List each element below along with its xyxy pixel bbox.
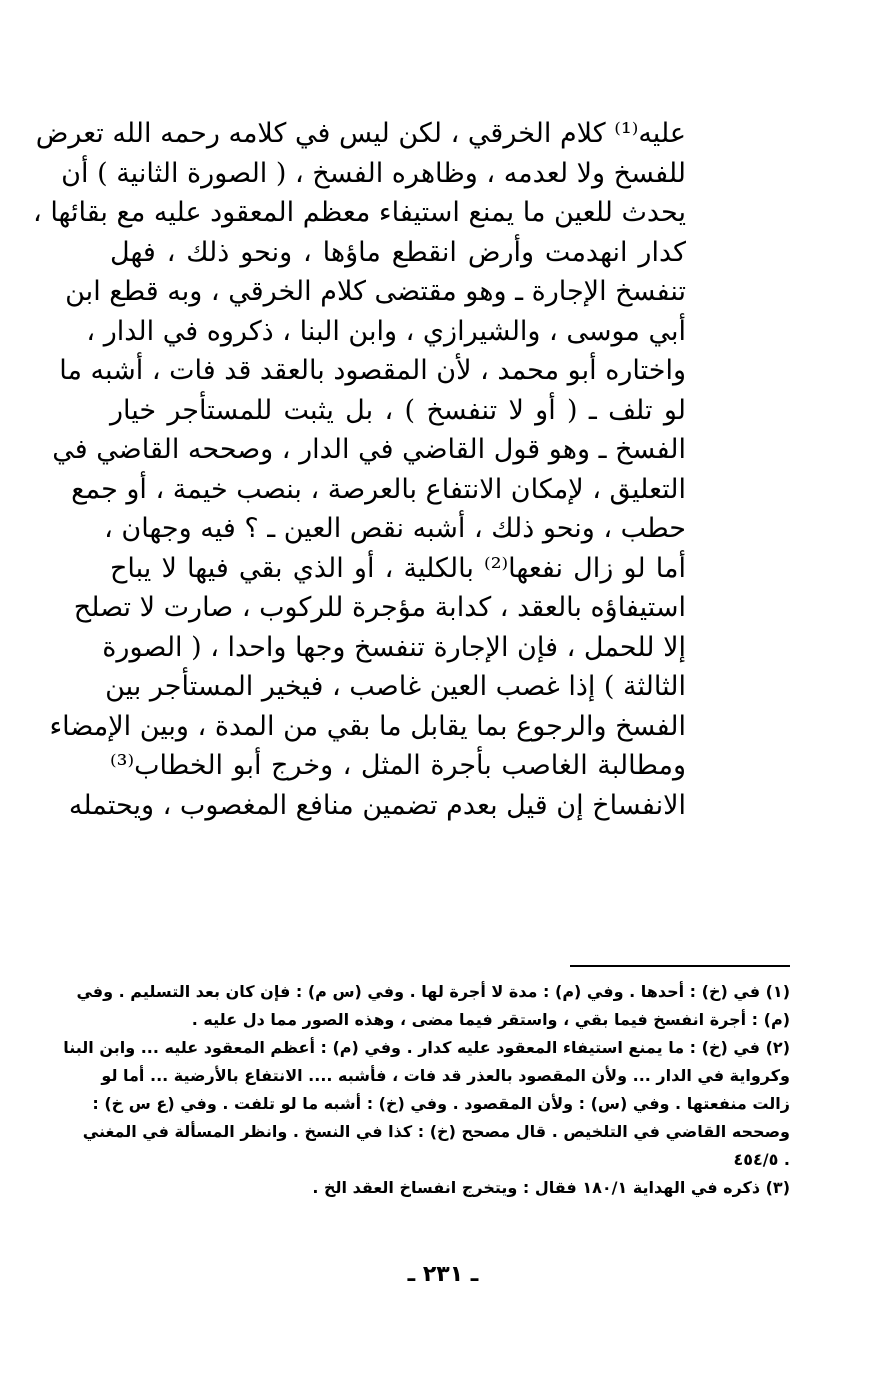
footnote-line: (١) في (خ) : أحدها . وفي (م) : مدة لا أجرة لها . وفي (س م) : فإن كان بعد التسليم . وفي <box>76 982 790 1001</box>
footnotes-block <box>63 978 790 1202</box>
page-number: ـ ٢٣١ ـ <box>407 1262 479 1287</box>
text-line: إلا للحمل ، فإن الإجارة تنفسخ وجها واحدا ، ( الصورة <box>102 631 686 663</box>
text-line: حطب ، ونحو ذلك ، أشبه نقص العين ـ ؟ فيه وجهان ، <box>104 513 686 544</box>
main-text-block <box>33 114 686 825</box>
footnote-line: (م) : أجرة انفسخ فيما بقي ، واستقر فيما مضى ، وهذه الصور مما دل عليه . <box>191 1010 790 1029</box>
text-line: تنفسخ الإجارة ـ وهو مقتضى كلام الخرقي ، وبه قطع ابن <box>65 276 686 307</box>
footnote-line: (٢) في (خ) : ما يمنع استيفاء المعقود عليه كدار . وفي (م) : أعظم المعقود عليه ... وابن البنا <box>63 1038 790 1057</box>
text-line: التعليق ، لإمكان الانتفاع بالعرصة ، بنصب خيمة ، أو جمع <box>71 473 686 505</box>
text-line: ومطالبة الغاصب بأجرة المثل ، وخرج أبو الخطاب⁽³⁾ <box>110 750 686 781</box>
text-line: أما لو زال نفعها⁽²⁾ بالكلية ، أو الذي بقي فيها لا يباح <box>110 552 686 584</box>
text-line: عليه⁽¹⁾ كلام الخرقي ، لكن ليس في كلامه رحمه الله تعرض <box>35 118 686 149</box>
footnote-line: (٣) ذكره في الهداية ١٨٠/١ فقال : ويتخرج انفساخ العقد الخ . <box>312 1178 790 1197</box>
footnote-line: وصححه القاضي في التلخيص . قال مصحح (خ) : كذا في النسخ . وانظر المسألة في المغني <box>82 1122 790 1141</box>
text-line: أبي موسى ، والشيرازي ، وابن البنا ، ذكروه في الدار ، <box>86 315 686 347</box>
footnote-line: زالت منفعتها . وفي (س) : ولأن المقصود . وفي (خ) : أشبه ما لو تلفت . وفي (ع س خ) : <box>92 1094 790 1113</box>
text-line: واختاره أبو محمد ، لأن المقصود بالعقد قد فات ، أشبه ما <box>59 355 686 386</box>
text-line: الفسخ والرجوع بما يقابل ما بقي من المدة ، وبين الإمضاء <box>49 710 686 742</box>
text-line: استيفاؤه بالعقد ، كدابة مؤجرة للركوب ، صارت لا تصلح <box>73 592 686 623</box>
footnote-line: . ٤٥٤/٥ <box>733 1150 790 1169</box>
text-line: لو تلف ـ ( أو لا تنفسخ ) ، بل يثبت للمستأجر خيار <box>110 394 686 426</box>
footnote-line: وكرواية في الدار ... ولأن المقصود بالعذر قد فات ، فأشبه .... الانتفاع بالأرضية ... أما لو <box>101 1066 790 1085</box>
text-line: للفسخ ولا لعدمه ، وظاهره الفسخ ، ( الصورة الثانية ) أن <box>61 157 686 189</box>
text-line: الثالثة ) إذا غصب العين غاصب ، فيخير المستأجر بين <box>105 671 686 702</box>
text-line: الانفساخ إن قيل بعدم تضمين منافع المغصوب ، ويحتمله <box>68 789 686 821</box>
footnote-separator <box>570 965 790 967</box>
text-line: كدار انهدمت وأرض انقطع ماؤها ، ونحو ذلك ، فهل <box>110 236 686 268</box>
text-line: الفسخ ـ وهو قول القاضي في الدار ، وصححه القاضي في <box>52 434 686 465</box>
text-line: يحدث للعين ما يمنع استيفاء معظم المعقود عليه مع بقائها ، <box>33 197 686 228</box>
